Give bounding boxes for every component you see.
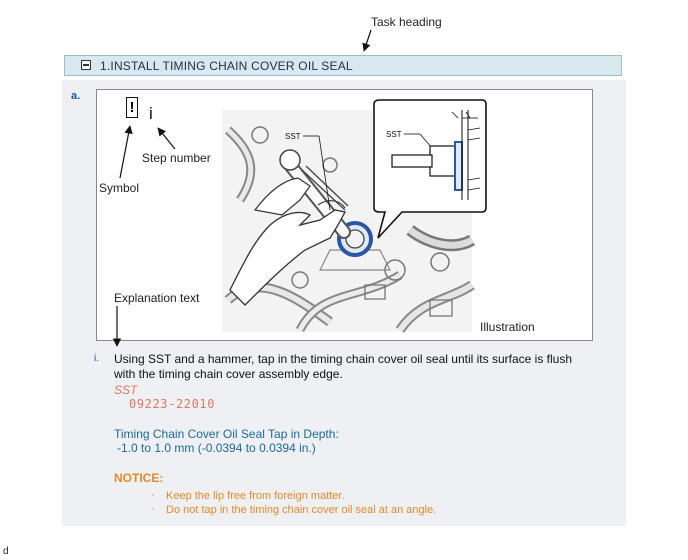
sst-photo-label: SST	[285, 132, 301, 141]
step-roman-numeral: i.	[94, 353, 99, 364]
caution-symbol-icon: !	[126, 97, 138, 118]
spec-title: Timing Chain Cover Oil Seal Tap in Depth:	[114, 427, 339, 441]
step-number-glyph: i	[149, 104, 153, 123]
task-heading-text: 1.INSTALL TIMING CHAIN COVER OIL SEAL	[100, 59, 353, 73]
sst-part-number[interactable]: 09223-22010	[129, 397, 216, 411]
corner-letter: d	[3, 546, 9, 557]
arrow-step-number	[158, 128, 175, 149]
notice-bullet: ·	[151, 489, 155, 501]
notice-item: Keep the lip free from foreign matter.	[166, 490, 345, 502]
callout-illustration: Illustration	[480, 320, 535, 334]
callout-step-number: Step number	[142, 151, 211, 165]
step-letter: a.	[71, 90, 81, 102]
notice-bullet: ·	[151, 503, 155, 515]
spec-value: -1.0 to 1.0 mm (-0.0394 to 0.0394 in.)	[117, 441, 316, 455]
svg-text:SST: SST	[386, 130, 402, 139]
notice-item: Do not tap in the timing chain cover oil seal at an angle.	[166, 504, 437, 516]
arrow-symbol	[120, 126, 130, 178]
callout-task-heading: Task heading	[371, 15, 442, 29]
callout-symbol: Symbol	[99, 181, 140, 195]
arrow-task-heading	[364, 30, 371, 51]
callout-explanation-text: Explanation text	[114, 291, 200, 305]
explanation-text: Using SST and a hammer, tap in the timing chain cover oil seal until its surface is flush with the timing chain cover assembly edge.	[114, 352, 572, 381]
notice-title: NOTICE:	[114, 471, 164, 485]
sst-label: SST	[114, 383, 138, 397]
